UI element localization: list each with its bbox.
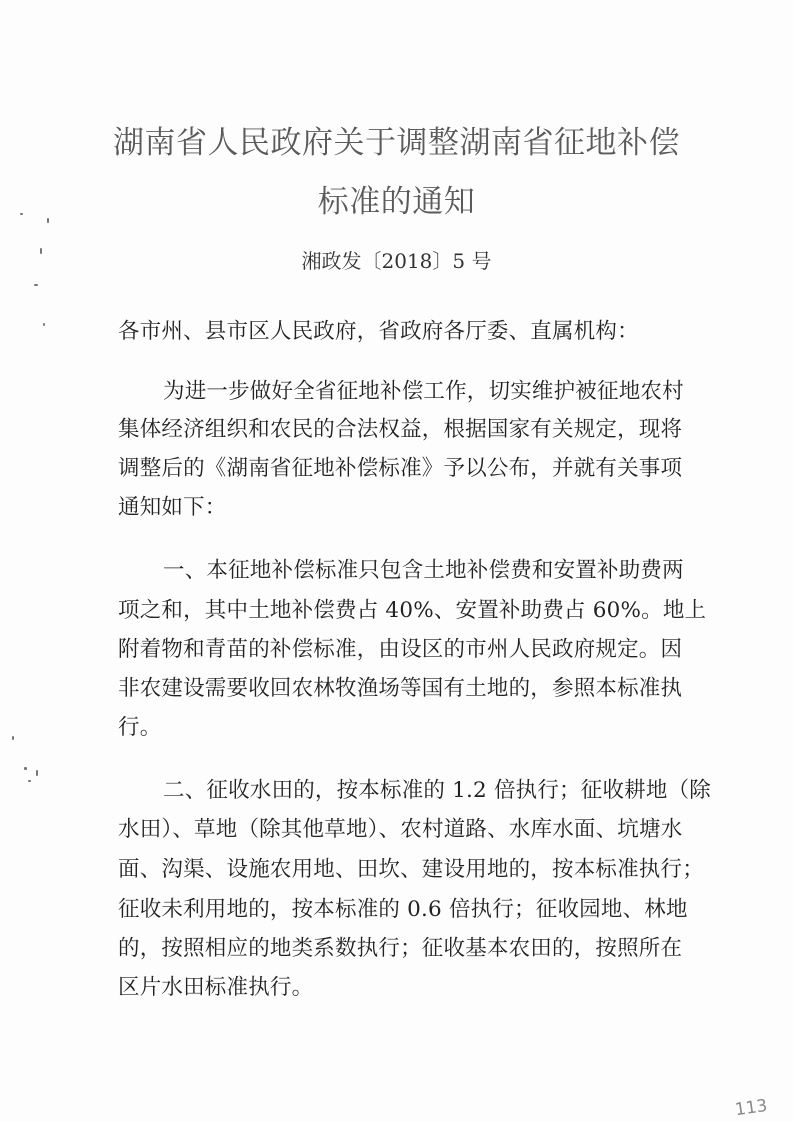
salutation: 各市州、县市区人民政府，省政府各厅委、直属机构： xyxy=(118,319,639,344)
handwritten-page-mark: 113 xyxy=(733,1095,769,1121)
paragraph-2-line-5: 行。 xyxy=(118,715,162,740)
paragraph-1-line-4: 通知如下： xyxy=(118,495,227,520)
document-title-line-2: 标准的通知 xyxy=(317,184,476,220)
paragraph-1-line-2: 集体经济组织和农民的合法权益，根据国家有关规定，现将 xyxy=(118,417,683,442)
scan-speck xyxy=(20,213,23,215)
paragraph-1-line-1: 为进一步做好全省征地补偿工作，切实维护被征地农村 xyxy=(163,379,684,404)
paragraph-2-line-3: 附着物和青苗的补偿标准，由设区的市州人民政府规定。因 xyxy=(118,637,683,662)
scan-speck xyxy=(24,767,27,770)
document-number: 湘政发〔2018〕5 号 xyxy=(301,249,492,273)
scan-speck xyxy=(36,770,38,776)
paragraph-3-line-1: 二、征收水田的，按本标准的 1.2 倍执行；征收耕地（除 xyxy=(163,778,711,803)
paragraph-3-line-3: 面、沟渠、设施农用地、田坎、建设用地的，按本标准执行； xyxy=(118,857,704,882)
scan-speck xyxy=(34,284,38,286)
paragraph-3-line-6: 区片水田标准执行。 xyxy=(118,975,314,1000)
scan-speck xyxy=(12,736,14,740)
scan-speck xyxy=(47,218,49,223)
paragraph-3-line-4: 征收未利用地的，按本标准的 0.6 倍执行；征收园地、林地 xyxy=(118,897,688,922)
paragraph-3-line-2: 水田）、草地（除其他草地）、农村道路、水库水面、坑塘水 xyxy=(118,817,683,842)
document-title-line-1: 湖南省人民政府关于调整湖南省征地补偿 xyxy=(113,125,680,161)
paragraph-2-line-2: 项之和，其中土地补偿费占 40%、安置补助费占 60%。地上 xyxy=(118,598,707,623)
paragraph-3-line-5: 的，按照相应的地类系数执行；征收基本农田的，按照所在 xyxy=(118,936,683,961)
scan-speck xyxy=(28,780,31,782)
paragraph-2-line-4: 非农建设需要收回农林牧渔场等国有土地的，参照本标准执 xyxy=(118,676,683,701)
paragraph-1-line-3: 调整后的《湖南省征地补偿标准》予以公布，并就有关事项 xyxy=(118,456,683,481)
scan-speck xyxy=(40,248,42,254)
scan-speck xyxy=(43,323,45,326)
paragraph-2-line-1: 一、本征地补偿标准只包含土地补偿费和安置补助费两 xyxy=(163,558,684,583)
